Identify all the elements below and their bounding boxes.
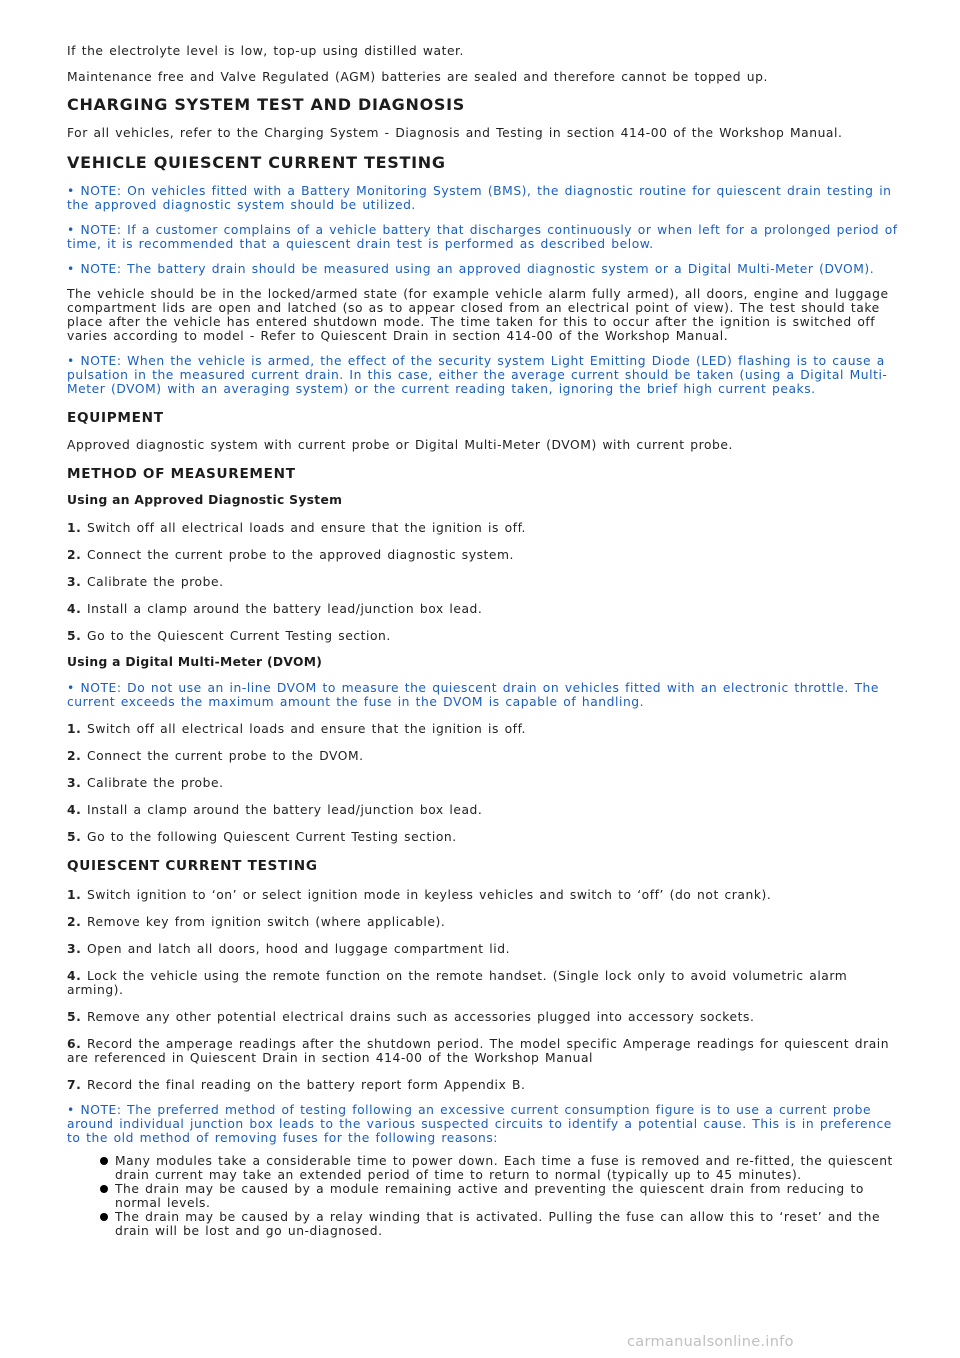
step-number: 1. (67, 722, 82, 736)
step-number: 2. (67, 548, 82, 562)
method-heading: METHOD OF MEASUREMENT (67, 466, 296, 482)
step-text: Switch ignition to ‘on’ or select ignition mode in keyless vehicles and switch to ‘off’ (do not crank). (87, 888, 772, 902)
step-item (67, 749, 907, 763)
step-number: 2. (67, 915, 82, 929)
step-text: Lock the vehicle using the remote function on the remote handset. (Single lock only to avoid volumetric alarm arming). (67, 969, 848, 997)
qct-bullet-list (67, 1154, 907, 1238)
step-item (67, 722, 907, 736)
step-number: 1. (67, 888, 82, 902)
step-item (67, 1037, 907, 1065)
step-number: 6. (67, 1037, 82, 1051)
step-item (67, 548, 907, 562)
step-text: Open and latch all doors, hood and luggage compartment lid. (87, 942, 511, 956)
qct-note: • NOTE: The preferred method of testing following an excessive current consumption figure is to use a current probe around individual junction box leads to the various suspected circuits to identify a potential cause. This is in preference to the old method of removing fuses for the following reasons: (67, 1103, 892, 1145)
step-text: Go to the Quiescent Current Testing section. (87, 629, 391, 643)
step-number: 1. (67, 521, 82, 535)
intro-paragraph-2: Maintenance free and Valve Regulated (AGM) batteries are sealed and therefore cannot be topped up. (67, 70, 768, 84)
qct-steps (67, 888, 907, 1092)
step-item (67, 942, 907, 956)
step-item (67, 803, 907, 817)
step-item (67, 521, 907, 535)
vqct-note-drain: • NOTE: The battery drain should be measured using an approved diagnostic system or a Digital Multi-Meter (DVOM). (67, 262, 875, 276)
vqct-note-armed: • NOTE: When the vehicle is armed, the effect of the security system Light Emitting Diode (LED) flashing is to cause a pulsation in the measured current drain. In this case, either the average current should be taken (using a Digital Multi-Meter (DVOM) with an averaging system) or the current reading taken, ignoring the brief high current peaks. (67, 354, 888, 396)
list-item (101, 1182, 907, 1210)
step-number: 3. (67, 776, 82, 790)
step-number: 5. (67, 629, 82, 643)
step-item (67, 915, 907, 929)
step-text: Go to the following Quiescent Current Testing section. (87, 830, 457, 844)
bullet-text: The drain may be caused by a module remaining active and preventing the quiescent drain from reducing to normal levels. (115, 1182, 864, 1210)
charging-test-text: For all vehicles, refer to the Charging System - Diagnosis and Testing in section 414-00 of the Workshop Manual. (67, 126, 843, 140)
qct-heading: QUIESCENT CURRENT TESTING (67, 858, 318, 874)
method-steps-dvom (67, 722, 907, 844)
step-text: Connect the current probe to the approved diagnostic system. (87, 548, 515, 562)
bullet-icon (100, 1185, 108, 1193)
document-page (67, 44, 907, 1238)
method-note-dvom: • NOTE: Do not use an in-line DVOM to measure the quiescent drain on vehicles fitted with an electronic throttle. The current exceeds the maximum amount the fuse in the DVOM is capable of handling. (67, 681, 880, 709)
list-item (101, 1154, 907, 1182)
step-number: 4. (67, 969, 82, 983)
charging-test-heading: CHARGING SYSTEM TEST AND DIAGNOSIS (67, 95, 466, 114)
method-subheading-dvom: Using a Digital Multi-Meter (DVOM) (67, 655, 323, 669)
vqct-note-bms: • NOTE: On vehicles fitted with a Battery Monitoring System (BMS), the diagnostic routine for quiescent drain testing in the approved diagnostic system should be utilized. (67, 184, 892, 212)
step-item (67, 888, 907, 902)
step-item (67, 1010, 907, 1024)
bullet-text: Many modules take a considerable time to power down. Each time a fuse is removed and re-fitted, the quiescent drain current may take an extended period of time to return to normal (typically up to 45 minutes). (115, 1154, 893, 1182)
method-subheading-diagnostic: Using an Approved Diagnostic System (67, 493, 343, 507)
step-text: Remove any other potential electrical drains such as accessories plugged into accessory sockets. (87, 1010, 755, 1024)
bullet-icon (100, 1157, 108, 1165)
list-item (101, 1210, 907, 1238)
step-text: Record the amperage readings after the shutdown period. The model specific Amperage readings for quiescent drain are referenced in Quiescent Drain in section 414-00 of the Workshop Manual (67, 1037, 890, 1065)
step-item (67, 776, 907, 790)
step-item (67, 629, 907, 643)
intro-paragraph-1: If the electrolyte level is low, top-up using distilled water. (67, 44, 464, 58)
step-number: 5. (67, 1010, 82, 1024)
step-item (67, 969, 907, 997)
step-text: Install a clamp around the battery lead/junction box lead. (87, 602, 483, 616)
step-text: Switch off all electrical loads and ensure that the ignition is off. (87, 722, 527, 736)
vqct-body: The vehicle should be in the locked/armed state (for example vehicle alarm fully armed), all doors, engine and luggage compartment lids are open and latched (so as to appear closed from an electrical point of view). The test should take place after the vehicle has entered shutdown mode. The time taken for this to occur after the ignition is switched off varies according to model - Refer to Quiescent Drain in section 414-00 of the Workshop Manual. (67, 287, 889, 343)
step-text: Switch off all electrical loads and ensure that the ignition is off. (87, 521, 527, 535)
vqct-heading: VEHICLE QUIESCENT CURRENT TESTING (67, 153, 446, 172)
step-number: 3. (67, 575, 82, 589)
step-number: 7. (67, 1078, 82, 1092)
method-steps-diagnostic (67, 521, 907, 643)
step-number: 3. (67, 942, 82, 956)
step-number: 2. (67, 749, 82, 763)
step-text: Remove key from ignition switch (where applicable). (87, 915, 446, 929)
equipment-heading: EQUIPMENT (67, 410, 164, 426)
watermark: carmanualsonline.info (627, 1334, 794, 1350)
step-item (67, 830, 907, 844)
step-number: 4. (67, 602, 82, 616)
step-text: Record the final reading on the battery report form Appendix B. (87, 1078, 526, 1092)
bullet-text: The drain may be caused by a relay winding that is activated. Pulling the fuse can allow this to ‘reset’ and the drain will be lost and go un-diagnosed. (115, 1210, 881, 1238)
bullet-icon (100, 1213, 108, 1221)
step-item (67, 575, 907, 589)
step-item (67, 1078, 907, 1092)
vqct-note-customer: • NOTE: If a customer complains of a vehicle battery that discharges continuously or when left for a prolonged period of time, it is recommended that a quiescent drain test is performed as described below. (67, 223, 898, 251)
step-text: Connect the current probe to the DVOM. (87, 749, 364, 763)
step-text: Calibrate the probe. (87, 575, 224, 589)
equipment-text: Approved diagnostic system with current probe or Digital Multi-Meter (DVOM) with current probe. (67, 438, 733, 452)
step-text: Calibrate the probe. (87, 776, 224, 790)
step-number: 5. (67, 830, 82, 844)
step-number: 4. (67, 803, 82, 817)
step-text: Install a clamp around the battery lead/junction box lead. (87, 803, 483, 817)
step-item (67, 602, 907, 616)
